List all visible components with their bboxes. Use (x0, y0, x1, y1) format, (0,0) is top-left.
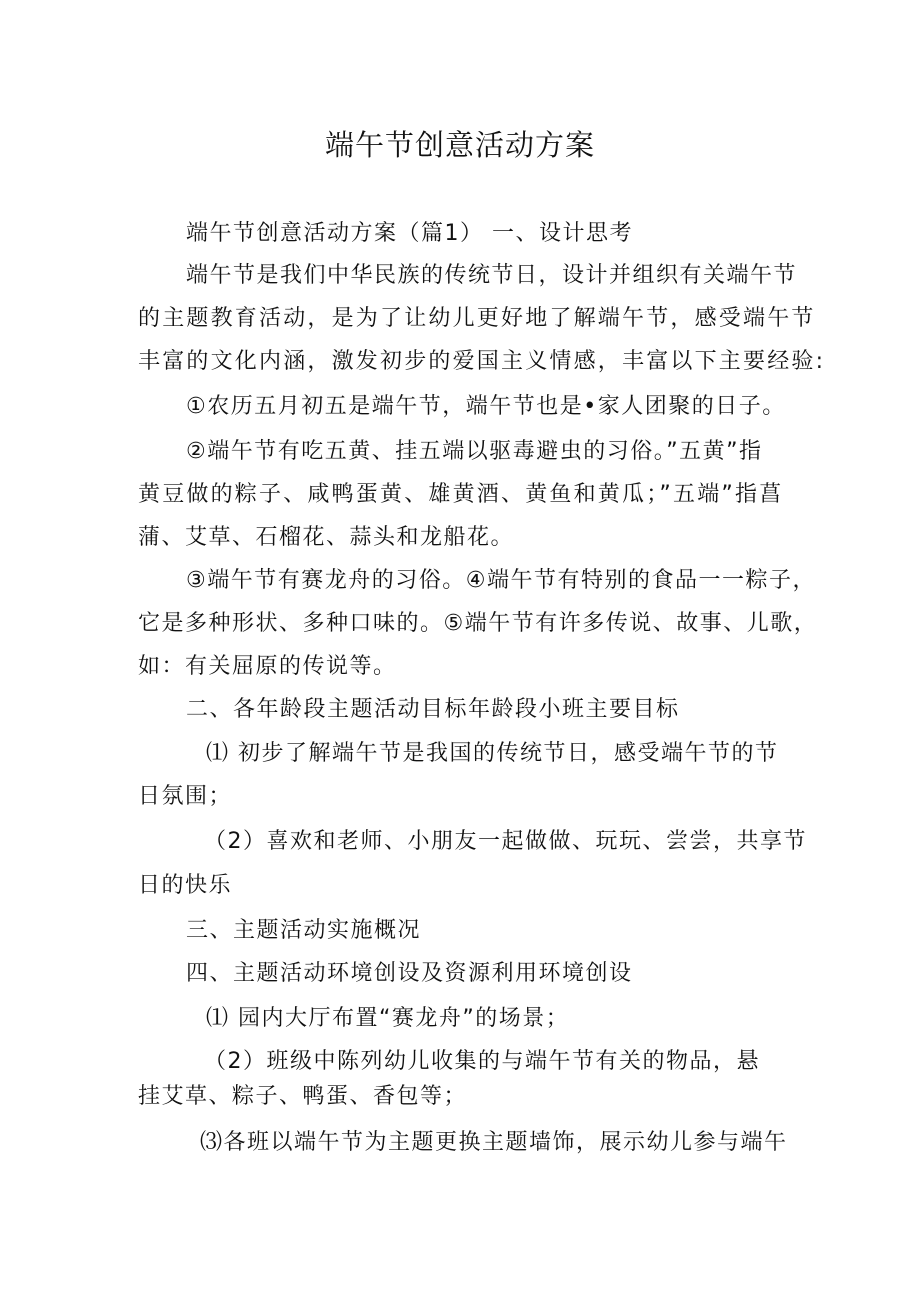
paragraph-line: （2）喜欢和老师、小朋友一起做做、玩玩、尝尝，共享节 (204, 829, 807, 854)
paragraph-line: 二、各年龄段主题活动目标年龄段小班主要目标 (186, 697, 680, 722)
paragraph-line: 挂艾草、粽子、鸭蛋、香包等； (138, 1084, 468, 1109)
paragraph-line: 的主题教育活动，是为了让幼儿更好地了解端午节，感受端午节 (138, 306, 816, 331)
paragraph-line: 四、主题活动环境创设及资源利用环境创设 (186, 961, 633, 986)
document-title: 端午节创意活动方案 (324, 128, 595, 162)
paragraph-line: 如：有关屈原的传说等。 (138, 654, 397, 679)
paragraph-line: ⑶各班以端午节为主题更换主题墙饰，展示幼儿参与端午 (200, 1130, 788, 1155)
paragraph-line: 蒲、艾草、石榴花、蒜头和龙船花。 (138, 525, 515, 550)
paragraph-line: ①农历五月初五是端午节，端午节也是•家人团聚的日子。 (186, 394, 786, 419)
paragraph-line: 端午节创意活动方案（篇1） 一、设计思考 (186, 221, 633, 246)
paragraph-line: 丰富的文化内涵，激发初步的爱国主义情感，丰富以下主要经验: (138, 349, 826, 374)
paragraph-line: 三、主题活动实施概况 (186, 918, 422, 943)
paragraph-line: （2）班级中陈列幼儿收集的与端午节有关的物品，悬 (204, 1049, 760, 1074)
paragraph-line: ②端午节有吃五黄、挂五端以驱毒避虫的习俗。”五黄”指 (186, 439, 763, 464)
paragraph-line: ⑴ 初步了解端午节是我国的传统节日，感受端午节的节 (206, 741, 779, 766)
paragraph-line: 日氛围； (138, 784, 233, 809)
paragraph-line: 日的快乐 (138, 873, 233, 898)
paragraph-line: 它是多种形状、多种口味的。⑤端午节有许多传说、故事、儿歌， (138, 611, 818, 636)
paragraph-line: ⑴ 园内大厅布置“赛龙舟”的场景； (206, 1006, 570, 1031)
paragraph-line: ③端午节有赛龙舟的习俗。④端午节有特别的食品一一粽子， (186, 568, 816, 593)
paragraph-line: 黄豆做的粽子、咸鸭蛋黄、雄黄酒、黄鱼和黄瓜；”五端”指菖 (138, 482, 784, 507)
paragraph-line: 端午节是我们中华民族的传统节日，设计并组织有关端午节 (186, 263, 798, 288)
